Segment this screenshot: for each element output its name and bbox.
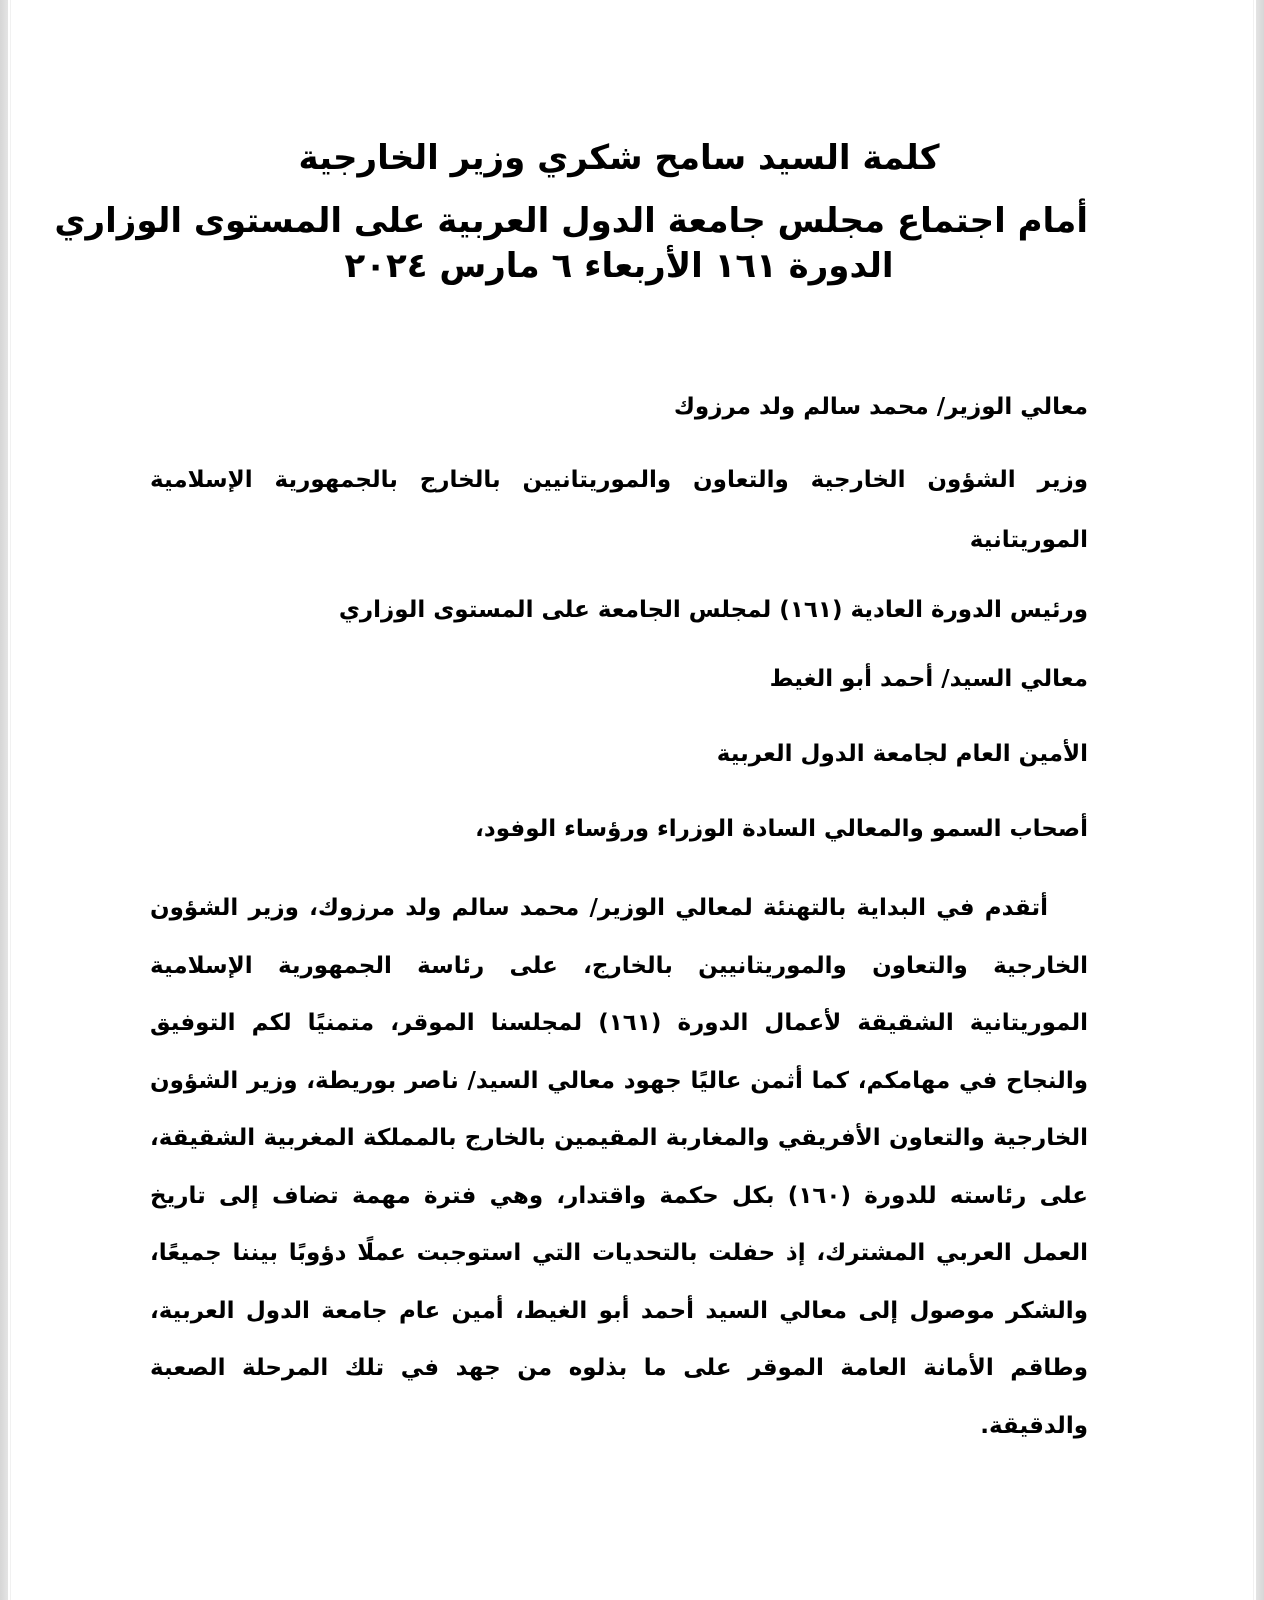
speech-title-occasion: أمام اجتماع مجلس جامعة الدول العربية على المستوى الوزاري	[54, 201, 1088, 241]
page-edge-left	[0, 0, 8, 1600]
addressee-delegations: أصحاب السمو والمعالي السادة الوزراء ورؤساء الوفود،	[475, 816, 1088, 842]
page-edge-right-line	[1253, 0, 1254, 1600]
page-edge-left-line	[10, 0, 11, 1600]
page-edge-right	[1256, 0, 1264, 1600]
addressee-secretary-general-title: الأمين العام لجامعة الدول العربية	[716, 741, 1088, 767]
speech-title-session-date: الدورة ١٦١ الأربعاء ٦ مارس ٢٠٢٤	[344, 246, 894, 286]
speech-title-block	[54, 136, 1088, 289]
addressee-session-chair: ورئيس الدورة العادية (١٦١) لمجلس الجامعة على المستوى الوزاري	[338, 597, 1088, 623]
addressee-minister-title: وزير الشؤون الخارجية والتعاون والموريتانيين بالخارج بالجمهورية الإسلامية الموريتانية	[150, 467, 1088, 553]
addressee-minister-name: معالي الوزير/ محمد سالم ولد مرزوك	[673, 394, 1088, 420]
addressee-secretary-general-name: معالي السيد/ أحمد أبو الغيط	[769, 666, 1088, 692]
speech-title-speaker: كلمة السيد سامح شكري وزير الخارجية	[298, 138, 940, 178]
body-paragraph: أتقدم في البداية بالتهنئة لمعالي الوزير/ محمد سالم ولد مرزوك، وزير الشؤون الخارجية والتعاون والموريتانيين بالخارج، على رئاسة الجمهورية الإسلامية الموريتانية الشقيقة لأعمال الدورة (١٦١) لمجلسنا الموقر، متمنيًا لكم التوفيق والنجاح في مهامكم، كما أثمن عاليًا جهود معالي السيد/ ناصر بوريطة، وزير الشؤون الخارجية والتعاون الأفريقي والمغاربة المقيمين بالخارج بالمملكة المغربية الشقيقة، على رئاسته للدورة (١٦٠) بكل حكمة واقتدار، وهي فترة مهمة تضاف إلى تاريخ العمل العربي المشترك، إذ حفلت بالتحديات التي استوجبت عملًا دؤوبًا بيننا جميعًا، والشكر موصول إلى معالي السيد أحمد أبو الغيط، أمين عام جامعة الدول العربية، وطاقم الأمانة العامة الموقر على ما بذلوه من جهد في تلك المرحلة الصعبة والدقيقة.	[150, 895, 1088, 1439]
